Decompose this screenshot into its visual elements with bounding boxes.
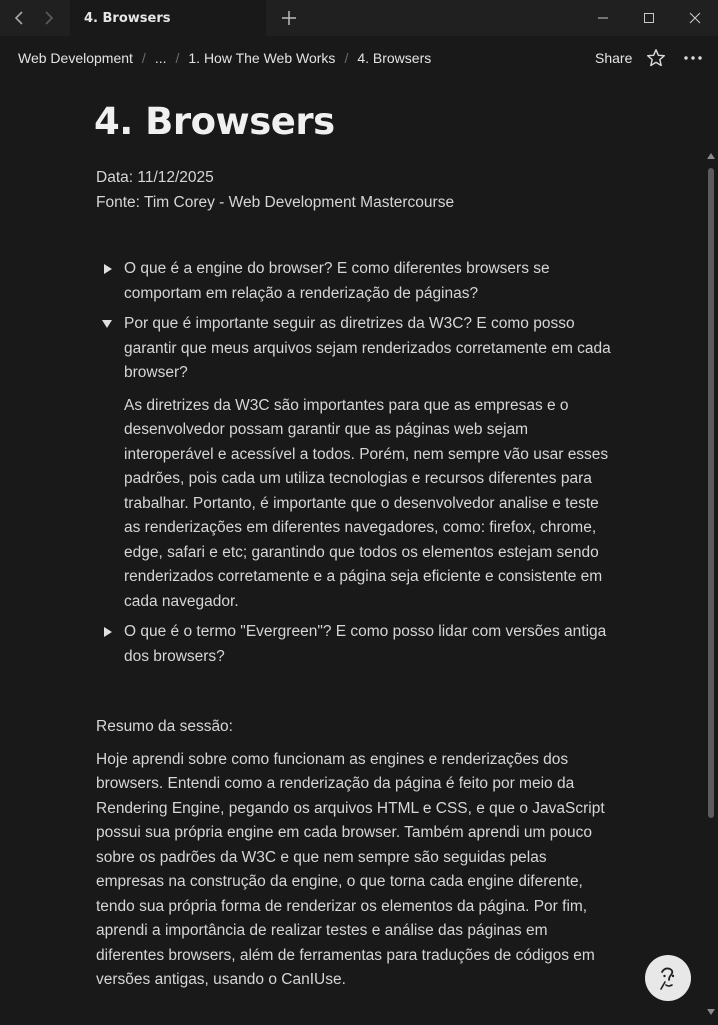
help-face-icon <box>653 963 683 993</box>
star-icon <box>646 48 666 68</box>
close-button[interactable] <box>672 0 718 36</box>
active-tab[interactable] <box>70 0 266 36</box>
date-line[interactable]: Data: 11/12/2025 <box>96 169 214 186</box>
toggle-arrow-button[interactable] <box>96 620 124 669</box>
breadcrumb-separator: / <box>175 50 180 66</box>
new-tab-button[interactable] <box>276 0 302 36</box>
triangle-right-icon <box>104 627 112 637</box>
toggle-block <box>96 312 616 614</box>
triangle-right-icon <box>104 264 112 274</box>
breadcrumb-item-parent[interactable]: 1. How The Web Works <box>188 50 336 66</box>
share-button[interactable]: Share <box>595 50 633 66</box>
page-title[interactable]: 4. Browsers <box>94 100 335 143</box>
summary-paragraph[interactable]: Hoje aprendi sobre como funcionam as engines e renderizações dos browsers. Entendi como a renderização da página é feito por meio da Rendering Engine, pegando os arquivos HTML e CSS, e que o JavaScript possui sua própria engine em cada browser. Também aprendi um pouco sobre os padrões da W3C e que nem sempre são seguidas pelas empresas na construção da engine, o que torna cada engine diferente, tendo sua própria forma de renderizar os elementos da página. Por fim, aprendi a importância de realizar testes e análise das páginas em diferentes browsers, além de ferramentas para traduções de códigos em versões antigas, usando o CanIUse. <box>96 750 605 988</box>
chevron-right-icon <box>42 11 54 25</box>
page-meta <box>96 166 616 215</box>
toggle-question[interactable]: O que é o termo "Evergreen"? E como posso lidar com versões antiga dos browsers? <box>124 623 607 665</box>
summary-heading[interactable]: Resumo da sessão: <box>96 718 233 735</box>
toggle-answer[interactable]: As diretrizes da W3C são importantes para que as empresas e o desenvolvedor possam garantir que as páginas web sejam interoperável e acessível a todos. Porém, nem sempre vão usar esses padrões, pois cada um utiliza tecnologias e recursos diferentes para trabalhar. Portanto, é importante que o desenvolvedor analise e teste as renderizações em diferentes navegadores, como: firefox, chrome, edge, safari e etc; garantindo que todos os elementos estejam sendo renderizados corretamente e a página seja eficiente e consistente em cada navegador. <box>124 396 609 610</box>
more-horizontal-icon <box>683 48 703 68</box>
toggle-arrow-button[interactable] <box>96 312 124 614</box>
favorite-button[interactable] <box>646 48 666 68</box>
toggle-arrow-button[interactable] <box>96 257 124 306</box>
tab-title: 4. Browsers <box>84 10 171 26</box>
page-content <box>96 90 616 993</box>
more-options-button[interactable] <box>683 48 703 68</box>
toggle-block <box>96 257 616 306</box>
close-icon <box>689 12 701 24</box>
maximize-icon <box>643 12 655 24</box>
page-header-bar <box>0 36 718 80</box>
breadcrumb-separator: / <box>344 50 349 66</box>
scrollbar-thumb[interactable] <box>708 168 714 818</box>
minimize-button[interactable] <box>580 0 626 36</box>
forward-button[interactable] <box>32 0 64 36</box>
source-line[interactable]: Fonte: Tim Corey - Web Development Mastercourse <box>96 193 455 211</box>
breadcrumb <box>18 36 431 80</box>
title-bar <box>0 0 718 36</box>
maximize-button[interactable] <box>626 0 672 36</box>
triangle-down-icon <box>102 320 112 328</box>
toggle-question[interactable]: Por que é importante seguir as diretrizes da W3C? E como posso garantir que meus arquivos sejam renderizados corretamente em cada browser? <box>124 315 611 381</box>
toggle-question[interactable]: O que é a engine do browser? E como diferentes browsers se comportam em relação a renderização de páginas? <box>124 260 550 302</box>
chevron-left-icon <box>14 11 26 25</box>
minimize-icon <box>597 12 609 24</box>
breadcrumb-separator: / <box>141 50 146 66</box>
scroll-up-arrow-icon[interactable] <box>706 152 716 160</box>
help-button[interactable] <box>645 955 691 1001</box>
scroll-down-arrow-icon[interactable] <box>706 1008 716 1016</box>
breadcrumb-item-ellipsis[interactable]: ... <box>154 50 167 66</box>
toggle-block <box>96 620 616 669</box>
breadcrumb-item-workspace[interactable]: Web Development <box>18 50 133 66</box>
breadcrumb-item-current[interactable]: 4. Browsers <box>357 50 432 66</box>
toggle-list <box>96 257 616 669</box>
plus-icon <box>281 10 297 26</box>
